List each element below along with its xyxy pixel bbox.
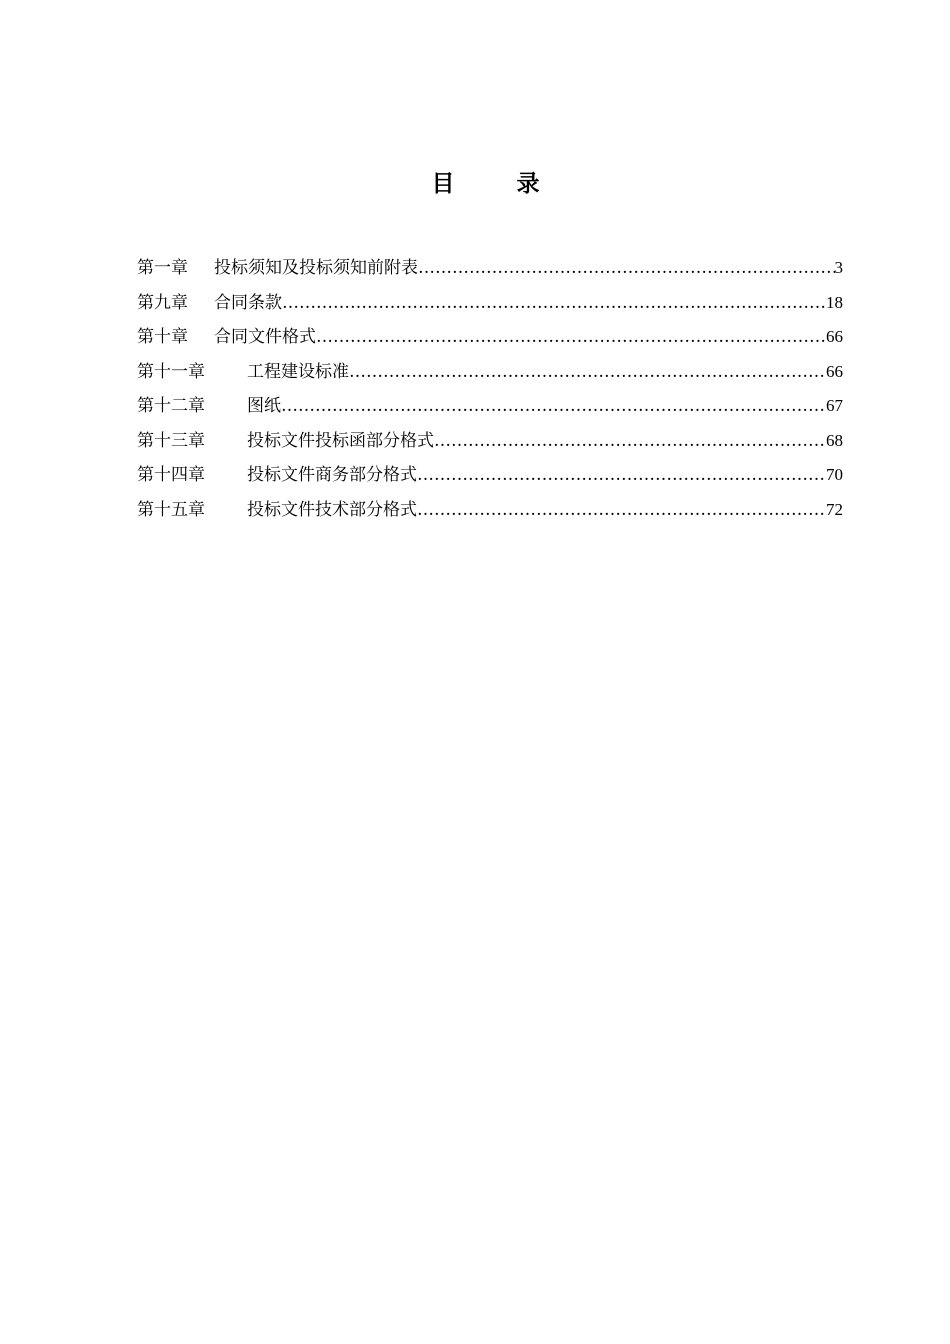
toc-chapter-label: 第一章	[137, 258, 188, 278]
toc-chapter-label: 第十一章	[137, 361, 205, 382]
toc-entry[interactable]	[137, 392, 847, 427]
toc-chapter-title: 投标须知及投标须知前附表	[214, 258, 418, 278]
toc-dot-leader	[418, 254, 835, 282]
toc-entry[interactable]	[137, 427, 847, 462]
toc-chapter-label: 第十四章	[137, 465, 205, 485]
toc-page-number: 66	[826, 327, 843, 346]
toc-chapter-title: 工程建设标准	[247, 361, 349, 382]
toc-dot-leader	[417, 496, 826, 524]
toc-chapter-title: 图纸	[247, 396, 281, 416]
toc-page-number: 67	[826, 396, 843, 415]
toc-entry[interactable]	[137, 461, 847, 496]
toc-page-number: 18	[826, 292, 843, 312]
toc-page-number: 72	[826, 499, 843, 519]
toc-title: 目 录	[431, 171, 567, 197]
toc-dot-leader	[281, 392, 826, 420]
toc-dot-leader	[417, 461, 826, 489]
toc-dot-leader	[282, 289, 826, 317]
toc-entry[interactable]	[137, 254, 847, 289]
toc-chapter-title: 投标文件商务部分格式	[247, 465, 417, 485]
toc-list	[137, 254, 847, 530]
toc-entry[interactable]	[137, 358, 847, 393]
toc-chapter-title: 合同文件格式	[214, 327, 316, 347]
toc-chapter-label: 第十五章	[137, 499, 205, 520]
toc-page-number: 66	[826, 361, 843, 381]
toc-chapter-label: 第十二章	[137, 396, 205, 416]
toc-chapter-title: 投标文件技术部分格式	[247, 499, 417, 520]
toc-dot-leader	[349, 358, 826, 386]
toc-chapter-title: 合同条款	[214, 292, 282, 313]
toc-entry[interactable]	[137, 289, 847, 324]
toc-chapter-label: 第十章	[137, 327, 188, 347]
toc-entry[interactable]	[137, 323, 847, 358]
toc-chapter-title: 投标文件投标函部分格式	[247, 430, 434, 451]
toc-dot-leader	[434, 427, 826, 455]
toc-page-number: 70	[826, 465, 843, 484]
toc-chapter-label: 第九章	[137, 292, 188, 313]
toc-entry[interactable]	[137, 496, 847, 531]
toc-page-number: 68	[826, 430, 843, 450]
toc-chapter-label: 第十三章	[137, 430, 205, 451]
toc-page-number: 3	[834, 258, 843, 277]
toc-dot-leader	[316, 323, 826, 351]
